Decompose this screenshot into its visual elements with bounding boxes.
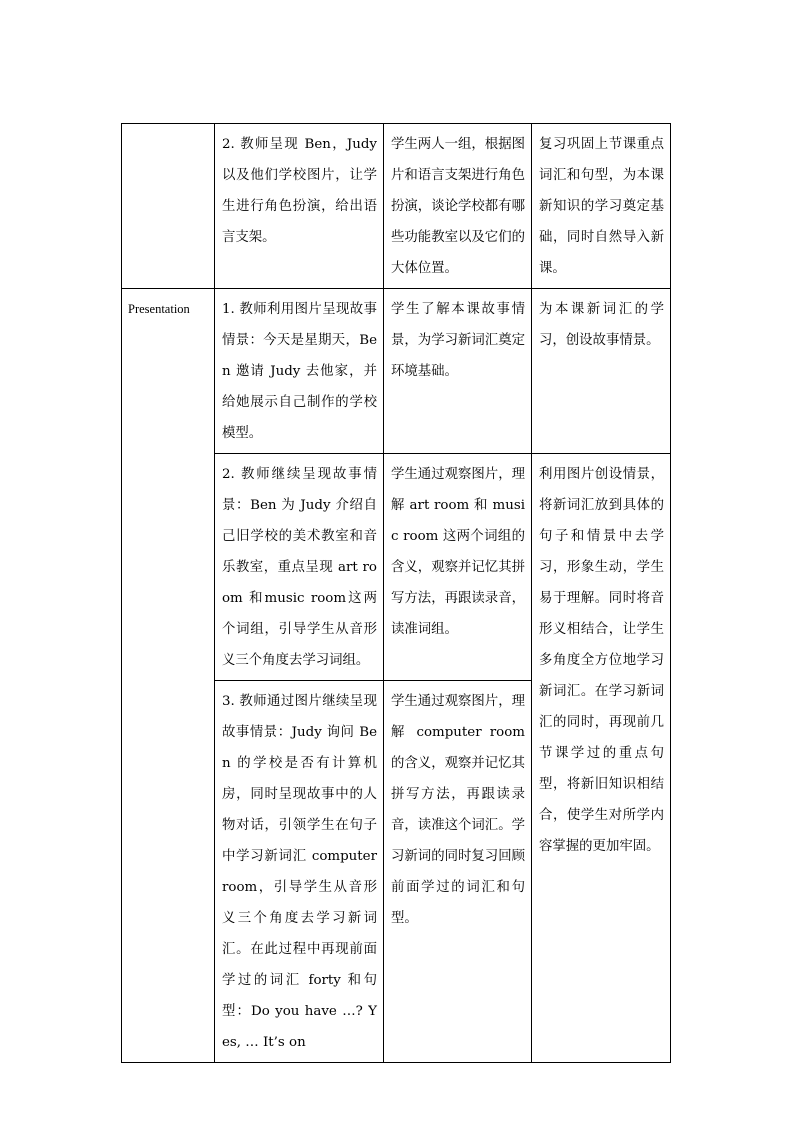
- student-activity-cell: 学生了解本课故事情景，为学习新词汇奠定环境基础。: [384, 289, 532, 454]
- lesson-plan-table: [121, 123, 671, 1063]
- design-purpose-cell: 利用图片创设情景，将新词汇放到具体的句子和情景中去学习，形象生动，学生易于理解。同时将音形义相结合，让学生多角度全方位地学习新词汇。在学习新词汇的同时，再现前几节课学过的重点句型，将新旧知识相结合，使学生对所学内容掌握的更加牢固。: [532, 454, 671, 1063]
- teacher-activity-cell: 1. 教师利用图片呈现故事情景：今天是星期天，Ben 邀请 Judy 去他家，并给她展示自己制作的学校模型。: [215, 289, 384, 454]
- teacher-activity-cell: 2. 教师继续呈现故事情景：Ben 为 Judy 介绍自己旧学校的美术教室和音乐教室，重点呈现 art room 和music room这两个词组，引导学生从音形义三个角度去学习词组。: [215, 454, 384, 681]
- table-row: [122, 289, 671, 454]
- teacher-activity-cell: 3. 教师通过图片继续呈现故事情景：Judy 询问 Ben 的学校是否有计算机房，同时呈现故事中的人物对话，引领学生在句子中学习新词汇 computer room，引导学生从音形义三个角度去学习新词汇。在此过程中再现前面学过的词汇 forty 和句型：Do you have …? Yes, … It’s on: [215, 681, 384, 1063]
- stage-cell: Presentation: [122, 289, 215, 1063]
- design-purpose-cell: 为本课新词汇的学习，创设故事情景。: [532, 289, 671, 454]
- student-activity-cell: 学生通过观察图片，理解 art room 和 music room 这两个词组的含义，观察并记忆其拼写方法，再跟读录音，读准词组。: [384, 454, 532, 681]
- student-activity-cell: 学生两人一组，根据图片和语言支架进行角色扮演，谈论学校都有哪些功能教室以及它们的大体位置。: [384, 124, 532, 289]
- student-activity-cell: 学生通过观察图片，理解 computer room 的含义，观察并记忆其拼写方法，再跟读录音，读准这个词汇。学习新词的同时复习回顾前面学过的词汇和句型。: [384, 681, 532, 1063]
- teacher-activity-cell: 2. 教师呈现 Ben，Judy以及他们学校图片，让学生进行角色扮演，给出语言支架。: [215, 124, 384, 289]
- stage-cell: [122, 124, 215, 289]
- design-purpose-cell: 复习巩固上节课重点词汇和句型，为本课新知识的学习奠定基础，同时自然导入新课。: [532, 124, 671, 289]
- table-row: [122, 124, 671, 289]
